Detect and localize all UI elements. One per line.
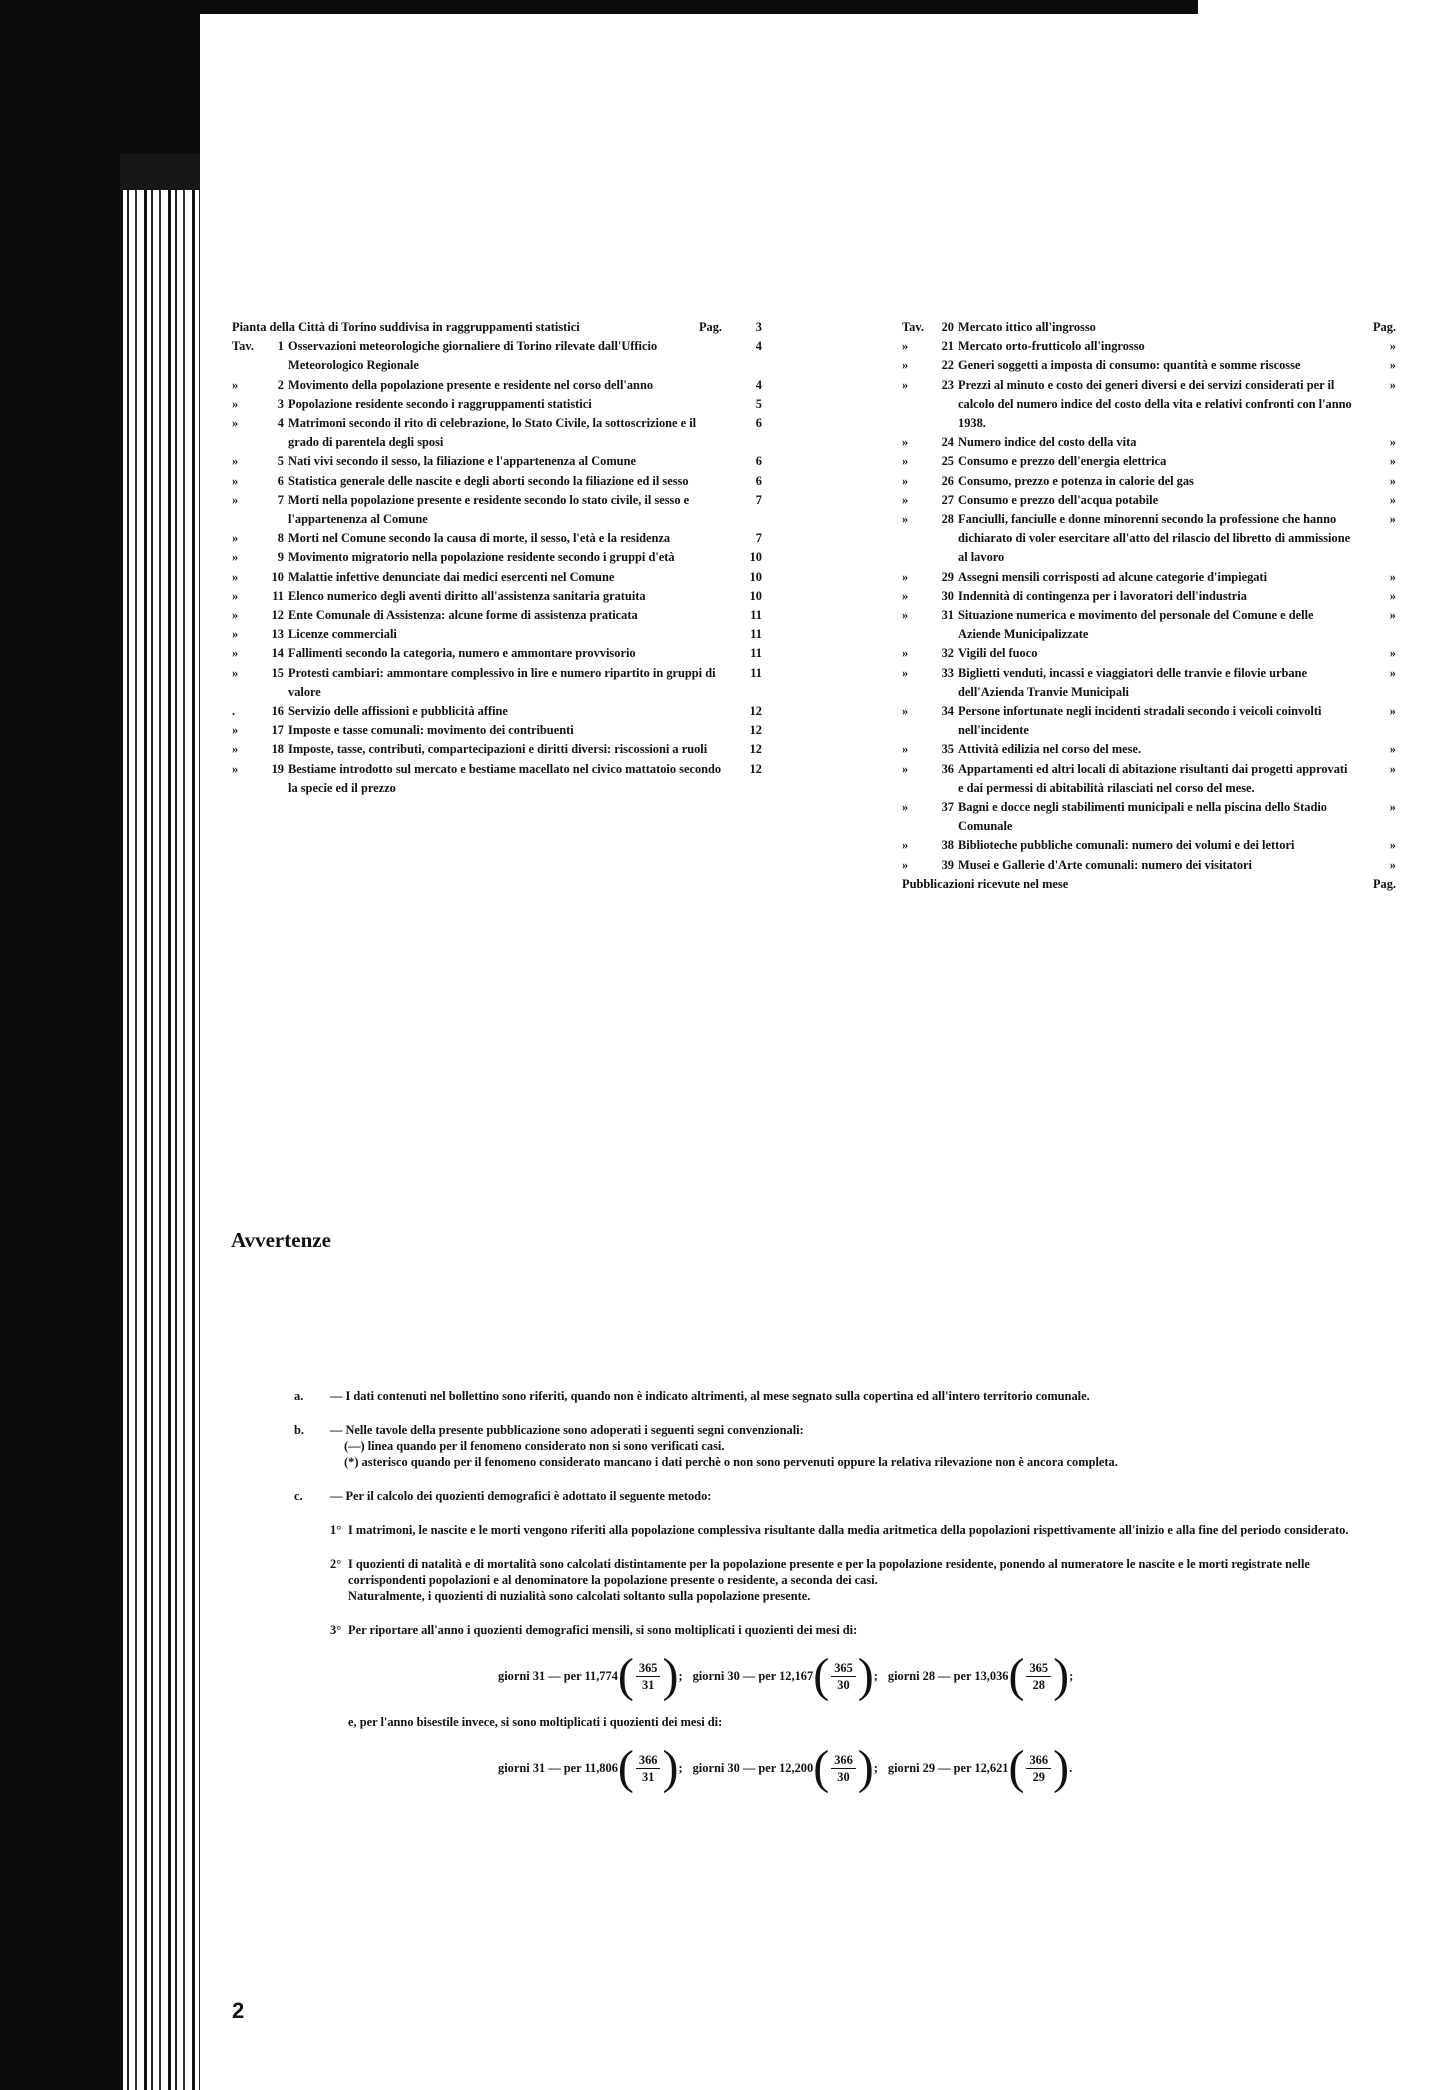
note-c — [294, 1488, 1354, 1806]
toc-entry — [902, 491, 1396, 510]
toc-table-number: 8 — [277, 531, 284, 546]
toc-prefix: » — [232, 396, 239, 411]
toc-page: 6 — [755, 416, 762, 431]
fraction-numerator: 365 — [636, 1660, 661, 1677]
toc-title: Mercato orto-frutticolo all'ingrosso — [958, 339, 1145, 354]
toc-page: » — [1389, 838, 1396, 853]
toc-title: Imposte e tasse comunali: movimento dei contribuenti — [288, 723, 574, 738]
toc-entry — [902, 356, 1396, 375]
toc-title: Situazione numerica e movimento del personale del Comune e delle Aziende Municipalizzate — [958, 608, 1314, 642]
toc-prefix: » — [232, 627, 239, 642]
toc-prefix: » — [232, 550, 239, 565]
toc-entry — [902, 452, 1396, 471]
toc-title: Assegni mensili corrisposti ad alcune categorie d'impiegati — [958, 569, 1268, 584]
toc-page: 11 — [750, 608, 762, 623]
toc-page: 12 — [749, 723, 762, 738]
toc-prefix: » — [902, 435, 909, 450]
toc-page: 12 — [749, 761, 762, 776]
toc-title: Nati vivi secondo il sesso, la filiazione e l'appartenenza al Comune — [288, 454, 636, 469]
toc-prefix: » — [232, 588, 239, 603]
toc-page: » — [1389, 857, 1396, 872]
toc-title: Persone infortunate negli incidenti stradali secondo i veicoli coinvolti nell'incidente — [958, 704, 1322, 738]
toc-table-number: 11 — [272, 588, 284, 603]
toc-table-number: 33 — [941, 665, 954, 680]
fraction — [831, 1660, 856, 1693]
formula-term — [887, 1649, 1074, 1702]
toc-prefix: » — [902, 838, 909, 853]
note-label: b. — [294, 1423, 304, 1437]
right-paren: ) — [857, 1649, 874, 1702]
toc-entry — [902, 836, 1396, 855]
right-paren: ) — [662, 1649, 679, 1702]
toc-table-number: 7 — [277, 492, 284, 507]
toc-table-number: 29 — [941, 569, 954, 584]
toc-title: Generi soggetti a imposta di consumo: quantità e somme riscosse — [958, 358, 1301, 373]
note-a — [294, 1388, 1354, 1404]
toc-title: Numero indice del costo della vita — [958, 435, 1137, 450]
section-title-avvertenze: Avvertenze — [231, 1228, 331, 1252]
formula-text: giorni 30 — per 12,167 — [692, 1669, 814, 1683]
toc-title: Mercato ittico all'ingrosso — [958, 320, 1096, 334]
toc-entry — [232, 529, 762, 548]
toc-prefix: Tav. — [232, 339, 254, 354]
toc-page: Pag. — [1372, 320, 1396, 334]
toc-title: Ente Comunale di Assistenza: alcune forme di assistenza praticata — [288, 608, 638, 623]
formula-term — [498, 1741, 683, 1794]
fraction-denominator: 31 — [641, 1677, 655, 1692]
toc-entry — [902, 856, 1396, 875]
toc-table-number: 9 — [277, 550, 284, 565]
toc-title: Movimento della popolazione presente e residente nel corso dell'anno — [288, 377, 654, 392]
sub-text: e, per l'anno bisestile invece, si sono moltiplicati i quozienti dei mesi di: — [348, 1715, 723, 1729]
formula-row-normal-year — [498, 1649, 1354, 1702]
fraction — [636, 1660, 661, 1693]
toc-table-number: 36 — [941, 761, 954, 776]
note-text: — Nelle tavole della presente pubblicazione sono adoperati i seguenti segni convenzionali: — [330, 1423, 804, 1437]
toc-prefix: » — [232, 646, 239, 661]
toc-table-number: 25 — [941, 454, 954, 469]
toc-title: Attività edilizia nel corso del mese. — [958, 742, 1142, 757]
toc-table-number: 13 — [271, 627, 284, 642]
fraction — [1026, 1660, 1051, 1693]
toc-page: 11 — [750, 646, 762, 661]
toc-page: » — [1389, 665, 1396, 680]
toc-page: 6 — [755, 473, 762, 488]
toc-table-number: 28 — [941, 512, 954, 527]
fraction-denominator: 28 — [1032, 1677, 1045, 1692]
toc-prefix: » — [902, 377, 909, 392]
toc-prefix: » — [232, 608, 239, 623]
toc-title: Popolazione residente secondo i raggruppamenti statistici — [288, 396, 592, 411]
toc-entry — [902, 433, 1396, 452]
note-line: (—) linea quando per il fenomeno considerato non si sono verificati casi. — [344, 1439, 725, 1453]
left-paren: ( — [813, 1741, 830, 1794]
toc-page: 6 — [755, 454, 762, 469]
toc-entry — [902, 318, 1396, 337]
toc-title: Licenze commerciali — [288, 627, 397, 642]
toc-table-number: 32 — [941, 646, 954, 661]
toc-page: » — [1389, 742, 1396, 757]
formula-separator: ; — [873, 1761, 878, 1775]
fraction-denominator: 30 — [837, 1769, 850, 1784]
toc-prefix: » — [902, 358, 909, 373]
right-paren: ) — [1053, 1741, 1070, 1794]
toc-entry — [232, 702, 762, 721]
page-number: 2 — [232, 1998, 245, 2023]
toc-page: 4 — [755, 377, 762, 392]
formula-term — [692, 1741, 878, 1794]
toc-title: Indennità di contingenza per i lavoratori dell'industria — [958, 588, 1247, 603]
toc-prefix: » — [232, 531, 239, 546]
toc-table-number: 12 — [271, 608, 284, 623]
toc-table-number: 35 — [941, 742, 954, 757]
right-paren: ) — [662, 1741, 679, 1794]
toc-title: Bestiame introdotto sul mercato e bestiame macellato nel civico mattatoio secondo la specie ed il prezzo — [288, 761, 722, 795]
toc-page: 7 — [755, 492, 762, 507]
formula-term — [887, 1741, 1073, 1794]
toc-title: Pianta della Città di Torino suddivisa in raggruppamenti statistici — [232, 320, 580, 334]
toc-entry — [902, 664, 1396, 702]
toc-prefix: » — [902, 742, 909, 757]
toc-title: Bagni e docce negli stabilimenti municipali e nella piscina dello Stadio Comunale — [958, 800, 1327, 834]
toc-entry — [232, 644, 762, 663]
toc-page: » — [1389, 646, 1396, 661]
toc-title: Consumo, prezzo e potenza in calorie del gas — [958, 473, 1194, 488]
toc-entry — [902, 875, 1396, 894]
toc-title: Imposte, tasse, contributi, compartecipazioni e diritti diversi: riscossioni a ruoli — [288, 742, 708, 757]
toc-prefix: » — [232, 569, 239, 584]
toc-title: Statistica generale delle nascite e degli aborti secondo la filiazione ed il sesso — [288, 473, 689, 488]
toc-page: 10 — [749, 588, 762, 603]
toc-entry — [902, 798, 1396, 836]
toc-left-column — [232, 318, 762, 798]
toc-prefix: » — [902, 454, 909, 469]
toc-prefix: » — [232, 473, 239, 488]
scan-border-left — [0, 14, 120, 2090]
toc-title: Biblioteche pubbliche comunali: numero dei volumi e dei lettori — [958, 838, 1295, 853]
toc-entry — [232, 491, 762, 529]
note-c-2 — [330, 1556, 1354, 1604]
toc-entry — [232, 318, 762, 337]
toc-prefix: » — [902, 512, 909, 527]
toc-entry — [232, 472, 762, 491]
toc-prefix: » — [232, 492, 239, 507]
toc-title: Biglietti venduti, incassi e viaggiatori delle tranvie e filovie urbane dell'Azienda Tranvie Municipali — [958, 665, 1307, 699]
toc-table-number: 14 — [271, 646, 284, 661]
formula-separator: . — [1069, 1761, 1073, 1775]
toc-prefix: » — [902, 857, 909, 872]
toc-title: Fallimenti secondo la categoria, numero e ammontare provvisorio — [288, 646, 636, 661]
left-paren: ( — [1008, 1649, 1025, 1702]
toc-table-number: 17 — [271, 723, 284, 738]
sub-text: I matrimoni, le nascite e le morti vengono riferiti alla popolazione complessiva risultante dalla media aritmetica della popolazioni rispettivamente all'inizio e alla fine del periodo considerato. — [348, 1523, 1349, 1537]
toc-title: Matrimoni secondo il rito di celebrazione, lo Stato Civile, la sottoscrizione e il grado di parentela degli sposi — [288, 416, 697, 450]
toc-entry — [232, 452, 762, 471]
toc-title: Elenco numerico degli aventi diritto all'assistenza sanitaria gratuita — [288, 588, 646, 603]
fraction — [1026, 1752, 1051, 1785]
note-label: c. — [294, 1489, 303, 1503]
toc-prefix: » — [232, 377, 239, 392]
toc-page: » — [1389, 704, 1396, 719]
toc-right-column — [902, 318, 1396, 894]
toc-entry — [902, 510, 1396, 568]
formula-separator: ; — [678, 1669, 683, 1683]
toc-title: Vigili del fuoco — [958, 646, 1038, 661]
fraction-numerator: 366 — [1026, 1752, 1051, 1769]
toc-page: 7 — [755, 531, 762, 546]
toc-table-number: 23 — [941, 377, 954, 392]
toc-table-number: 4 — [277, 416, 284, 431]
toc-entry — [232, 548, 762, 567]
sub-text: Naturalmente, i quozienti di nuzialità sono calcolati soltanto sulla popolazione presente. — [348, 1589, 811, 1603]
toc-entry — [232, 376, 762, 395]
toc-entry — [902, 740, 1396, 759]
toc-entry — [902, 606, 1396, 644]
toc-table-number: 34 — [941, 704, 954, 719]
fraction-numerator: 366 — [831, 1752, 856, 1769]
toc-title: Servizio delle affissioni e pubblicità affine — [288, 704, 508, 719]
toc-page: Pag. — [1372, 876, 1396, 891]
toc-page: » — [1389, 588, 1396, 603]
toc-title: Malattie infettive denunciate dai medici esercenti nel Comune — [288, 569, 615, 584]
toc-title: Protesti cambiari: ammontare complessivo in lire e numero ripartito in gruppi di valore — [288, 665, 716, 699]
toc-entry — [232, 414, 762, 452]
toc-title: Osservazioni meteorologiche giornaliere di Torino rilevate dall'Ufficio Meteorologico Regionale — [288, 339, 658, 373]
fraction-denominator: 30 — [837, 1677, 850, 1692]
toc-entry — [232, 568, 762, 587]
toc-table-number: 5 — [277, 454, 284, 469]
toc-entry — [232, 740, 762, 759]
toc-page: » — [1389, 473, 1396, 488]
toc-page: 4 — [755, 339, 762, 354]
toc-title: Prezzi al minuto e costo dei generi diversi e dei servizi considerati per il calcolo del numero indice del costo della vita e relativi confronti con l'anno 1938. — [958, 377, 1352, 431]
toc-table-number: 15 — [271, 665, 284, 680]
toc-prefix: Tav. — [902, 320, 924, 334]
toc-entry — [902, 568, 1396, 587]
fraction-numerator: 365 — [1026, 1660, 1051, 1677]
toc-page: » — [1389, 608, 1396, 623]
formula-term — [498, 1649, 683, 1702]
toc-entry — [902, 587, 1396, 606]
formula-text: giorni 31 — per 11,806 — [498, 1761, 618, 1775]
toc-title: Musei e Gallerie d'Arte comunali: numero dei visitatori — [958, 857, 1252, 872]
right-paren: ) — [1053, 1649, 1070, 1702]
toc-prefix: » — [232, 454, 239, 469]
toc-table-number: 20 — [941, 320, 954, 334]
note-text: — Per il calcolo dei quozienti demografici è adottato il seguente metodo: — [330, 1489, 712, 1503]
toc-title: Morti nella popolazione presente e residente secondo lo stato civile, il sesso e l'appartenenza al Comune — [288, 492, 690, 527]
toc-prefix: » — [902, 646, 909, 661]
toc-table-number: 10 — [271, 569, 284, 584]
toc-prefix: » — [902, 492, 909, 507]
toc-page: » — [1389, 358, 1396, 373]
toc-entry — [902, 376, 1396, 434]
left-paren: ( — [813, 1649, 830, 1702]
formula-separator: ; — [1069, 1669, 1074, 1683]
toc-entry — [902, 702, 1396, 740]
toc-page: » — [1389, 800, 1396, 815]
note-b — [294, 1422, 1354, 1470]
formula-text: giorni 31 — per 11,774 — [498, 1669, 618, 1683]
toc-title: Pubblicazioni ricevute nel mese — [902, 876, 1069, 891]
toc-prefix: » — [232, 665, 239, 680]
toc-title: Fanciulli, fanciulle e donne minorenni secondo la professione che hanno dichiarato di voler esercitare all'atto del rilascio del libretto di ammissione al lavoro — [958, 512, 1351, 565]
toc-prefix: » — [232, 742, 239, 757]
note-label: a. — [294, 1389, 304, 1403]
toc-prefix: » — [902, 665, 909, 680]
toc-title: Consumo e prezzo dell'acqua potabile — [958, 492, 1159, 507]
toc-entry — [232, 606, 762, 625]
toc-table-number: 37 — [941, 800, 954, 815]
toc-page: 11 — [750, 665, 762, 680]
toc-entry — [232, 395, 762, 414]
toc-entry — [232, 664, 762, 702]
toc-page: 3 — [755, 320, 762, 334]
toc-page: 11 — [750, 627, 762, 642]
toc-page: » — [1389, 492, 1396, 507]
toc-prefix: » — [902, 608, 909, 623]
toc-entry — [902, 760, 1396, 798]
toc-page: 12 — [749, 704, 762, 719]
toc-page: » — [1389, 761, 1396, 776]
toc-page: 10 — [749, 569, 762, 584]
formula-text: giorni 30 — per 12,200 — [692, 1761, 814, 1775]
toc-table-number: 26 — [941, 473, 954, 488]
formula-separator: ; — [678, 1761, 683, 1775]
toc-entry — [902, 644, 1396, 663]
scan-border-top — [0, 0, 1200, 14]
fraction — [831, 1752, 856, 1785]
toc-prefix: » — [902, 569, 909, 584]
left-paren: ( — [617, 1649, 634, 1702]
toc-prefix: » — [902, 800, 909, 815]
toc-table-number: 3 — [277, 396, 284, 411]
toc-title: Morti nel Comune secondo la causa di morte, il sesso, l'età e la residenza — [288, 531, 671, 546]
toc-table-number: 39 — [941, 857, 954, 872]
note-line: (*) asterisco quando per il fenomeno considerato mancano i dati perchè o non sono pervenuti oppure la relativa rilevazione non è ancora completa. — [344, 1455, 1118, 1469]
toc-table-number: 22 — [941, 358, 954, 373]
toc-prefix: » — [902, 473, 909, 488]
fraction-denominator: 31 — [641, 1769, 655, 1784]
toc-page: » — [1389, 569, 1396, 584]
sub-label: 1° — [330, 1523, 342, 1537]
toc-entry — [232, 587, 762, 606]
toc-table-number: 2 — [277, 377, 284, 392]
left-paren: ( — [1008, 1741, 1025, 1794]
sub-text: I quozienti di natalità e di mortalità sono calcolati distintamente per la popolazione presente e per la popolazione residente, ponendo al numeratore le nascite e le morti registrate nelle corrispondenti popolazioni e al denominatore la popolazione presente o residente, a seconda dei casi. — [348, 1557, 1310, 1587]
toc-page: » — [1389, 454, 1396, 469]
toc-page: » — [1389, 339, 1396, 354]
formula-separator: ; — [873, 1669, 878, 1683]
toc-title: Consumo e prezzo dell'energia elettrica — [958, 454, 1167, 469]
toc-prefix: » — [232, 761, 239, 776]
sub-label: 3° — [330, 1623, 342, 1637]
toc-page: 12 — [749, 742, 762, 757]
toc-prefix: » — [902, 588, 909, 603]
toc-prefix: » — [902, 704, 909, 719]
toc-prefix: » — [232, 416, 239, 431]
toc-entry — [232, 721, 762, 740]
fraction-denominator: 29 — [1032, 1769, 1045, 1784]
toc-page: » — [1389, 377, 1396, 392]
toc-entry — [232, 337, 762, 375]
note-text: — I dati contenuti nel bollettino sono riferiti, quando non è indicato altrimenti, al mese segnato sulla copertina ed all'intero territorio comunale. — [330, 1389, 1090, 1403]
page-title: Indice delle materie — [222, 172, 408, 197]
toc-table-number: 19 — [271, 761, 284, 776]
fraction-numerator: 366 — [636, 1752, 661, 1769]
toc-title: Movimento migratorio nella popolazione residente secondo i gruppi d'età — [288, 550, 675, 565]
toc-table-number: 1 — [277, 339, 284, 354]
toc-table-number: 30 — [941, 588, 954, 603]
formula-term — [692, 1649, 878, 1702]
note-c-3 — [330, 1622, 1354, 1806]
toc-page: 10 — [749, 550, 762, 565]
toc-table-number: 21 — [941, 339, 954, 354]
toc-page: 5 — [755, 396, 762, 411]
toc-title: Appartamenti ed altri locali di abitazione risultanti dai progetti approvati e dai permessi di abitabilità rilasciati nel corso del mese. — [958, 761, 1348, 795]
toc-page-label: Pag. — [698, 320, 722, 334]
toc-table-number: 38 — [941, 838, 954, 853]
toc-page: » — [1389, 435, 1396, 450]
toc-table-number: 18 — [271, 742, 284, 757]
toc-prefix: » — [902, 339, 909, 354]
right-paren: ) — [857, 1741, 874, 1794]
formula-text: giorni 28 — per 13,036 — [887, 1669, 1009, 1683]
avvertenze-body — [294, 1388, 1354, 1824]
toc-entry — [902, 472, 1396, 491]
toc-entry — [232, 625, 762, 644]
toc-entry — [232, 760, 762, 798]
toc-prefix: » — [902, 761, 909, 776]
toc-page: » — [1389, 512, 1396, 527]
toc-table-number: 24 — [941, 435, 954, 450]
toc-table-number: 31 — [941, 608, 954, 623]
toc-table-number: 16 — [271, 704, 284, 719]
note-c-1 — [330, 1522, 1354, 1538]
fraction-numerator: 365 — [831, 1660, 856, 1677]
fraction — [636, 1752, 661, 1785]
formula-row-leap-year — [498, 1741, 1354, 1794]
toc-table-number: 27 — [941, 492, 954, 507]
sub-label: 2° — [330, 1557, 342, 1571]
left-paren: ( — [617, 1741, 634, 1794]
formula-text: giorni 29 — per 12,621 — [887, 1761, 1009, 1775]
toc-prefix: » — [232, 723, 239, 738]
toc-table-number: 6 — [277, 473, 284, 488]
sub-text: Per riportare all'anno i quozienti demografici mensili, si sono moltiplicati i quozienti dei mesi di: — [348, 1623, 858, 1637]
toc-prefix: . — [232, 704, 236, 719]
toc-entry — [902, 337, 1396, 356]
